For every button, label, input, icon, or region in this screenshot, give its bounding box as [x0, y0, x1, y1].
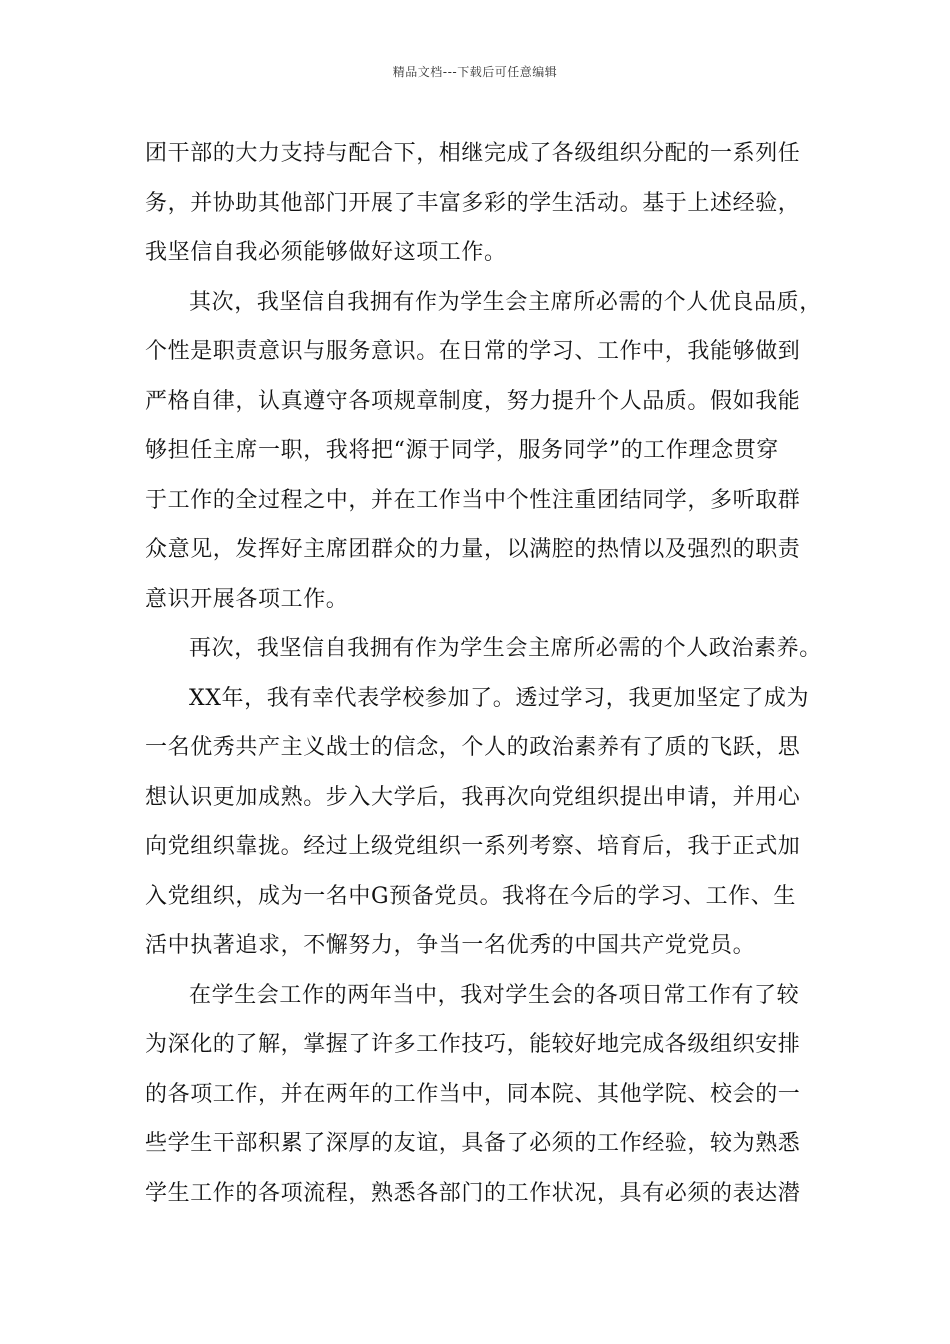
text-line: 的各项工作，并在两年的工作当中，同本院、其他学院、校会的一: [145, 1081, 801, 1107]
text-line: 众意见，发挥好主席团群众的力量，以满腔的热情以及强烈的职责: [145, 537, 801, 562]
text-line: 个性是职责意识与服务意识。在日常的学习、工作中，我能够做到: [145, 339, 801, 364]
text-line: 想认识更加成熟。步入大学后，我再次向党组织提出申请，并用心: [145, 784, 801, 810]
text-line: 活中执著追求，不懈努力，争当一名优秀的中国共产党党员。: [145, 933, 756, 958]
page-header: 精品文档---下载后可任意编辑: [392, 65, 558, 79]
text-line: 于工作的全过程之中，并在工作当中个性注重团结同学，多听取群: [145, 487, 801, 513]
text-line: 务，并协助其他部门开展了丰富多彩的学生活动。基于上述经验，: [145, 190, 801, 216]
text-line: 些学生干部积累了深厚的友谊，具备了必须的工作经验，较为熟悉: [145, 1131, 801, 1156]
text-line: 入党组织，成为一名中G预备党员。我将在今后的学习、工作、生: [145, 883, 796, 909]
text-line: 意识开展各项工作。: [145, 586, 349, 612]
text-line: 学生工作的各项流程，熟悉各部门的工作状况，具有必须的表达潜: [145, 1180, 801, 1206]
text-line: 其次，我坚信自我拥有作为学生会主席所必需的个人优良品质，: [189, 289, 822, 315]
text-line: 一名优秀共产主义战士的信念，个人的政治素养有了质的飞跃，思: [145, 735, 801, 760]
text-line: 向党组织靠拢。经过上级党组织一系列考察、培育后，我于正式加: [145, 834, 801, 859]
text-line: 团干部的大力支持与配合下，相继完成了各级组织分配的一系列任: [145, 141, 801, 166]
text-line: 在学生会工作的两年当中，我对学生会的各项日常工作有了较: [189, 982, 800, 1008]
text-line: 再次，我坚信自我拥有作为学生会主席所必需的个人政治素养。: [189, 636, 822, 661]
text-line: 为深化的了解，掌握了许多工作技巧，能较好地完成各级组织安排: [145, 1032, 801, 1057]
text-line: 够担任主席一职，我将把“源于同学，服务同学”的工作理念贯穿: [145, 438, 779, 463]
text-line: 严格自律，认真遵守各项规章制度，努力提升个人品质。假如我能: [145, 388, 801, 414]
text-line: XX年，我有幸代表学校参加了。透过学习，我更加坚定了成为: [189, 685, 810, 711]
document-body: [145, 129, 835, 1218]
text-line: 我坚信自我必须能够做好这项工作。: [145, 240, 507, 265]
